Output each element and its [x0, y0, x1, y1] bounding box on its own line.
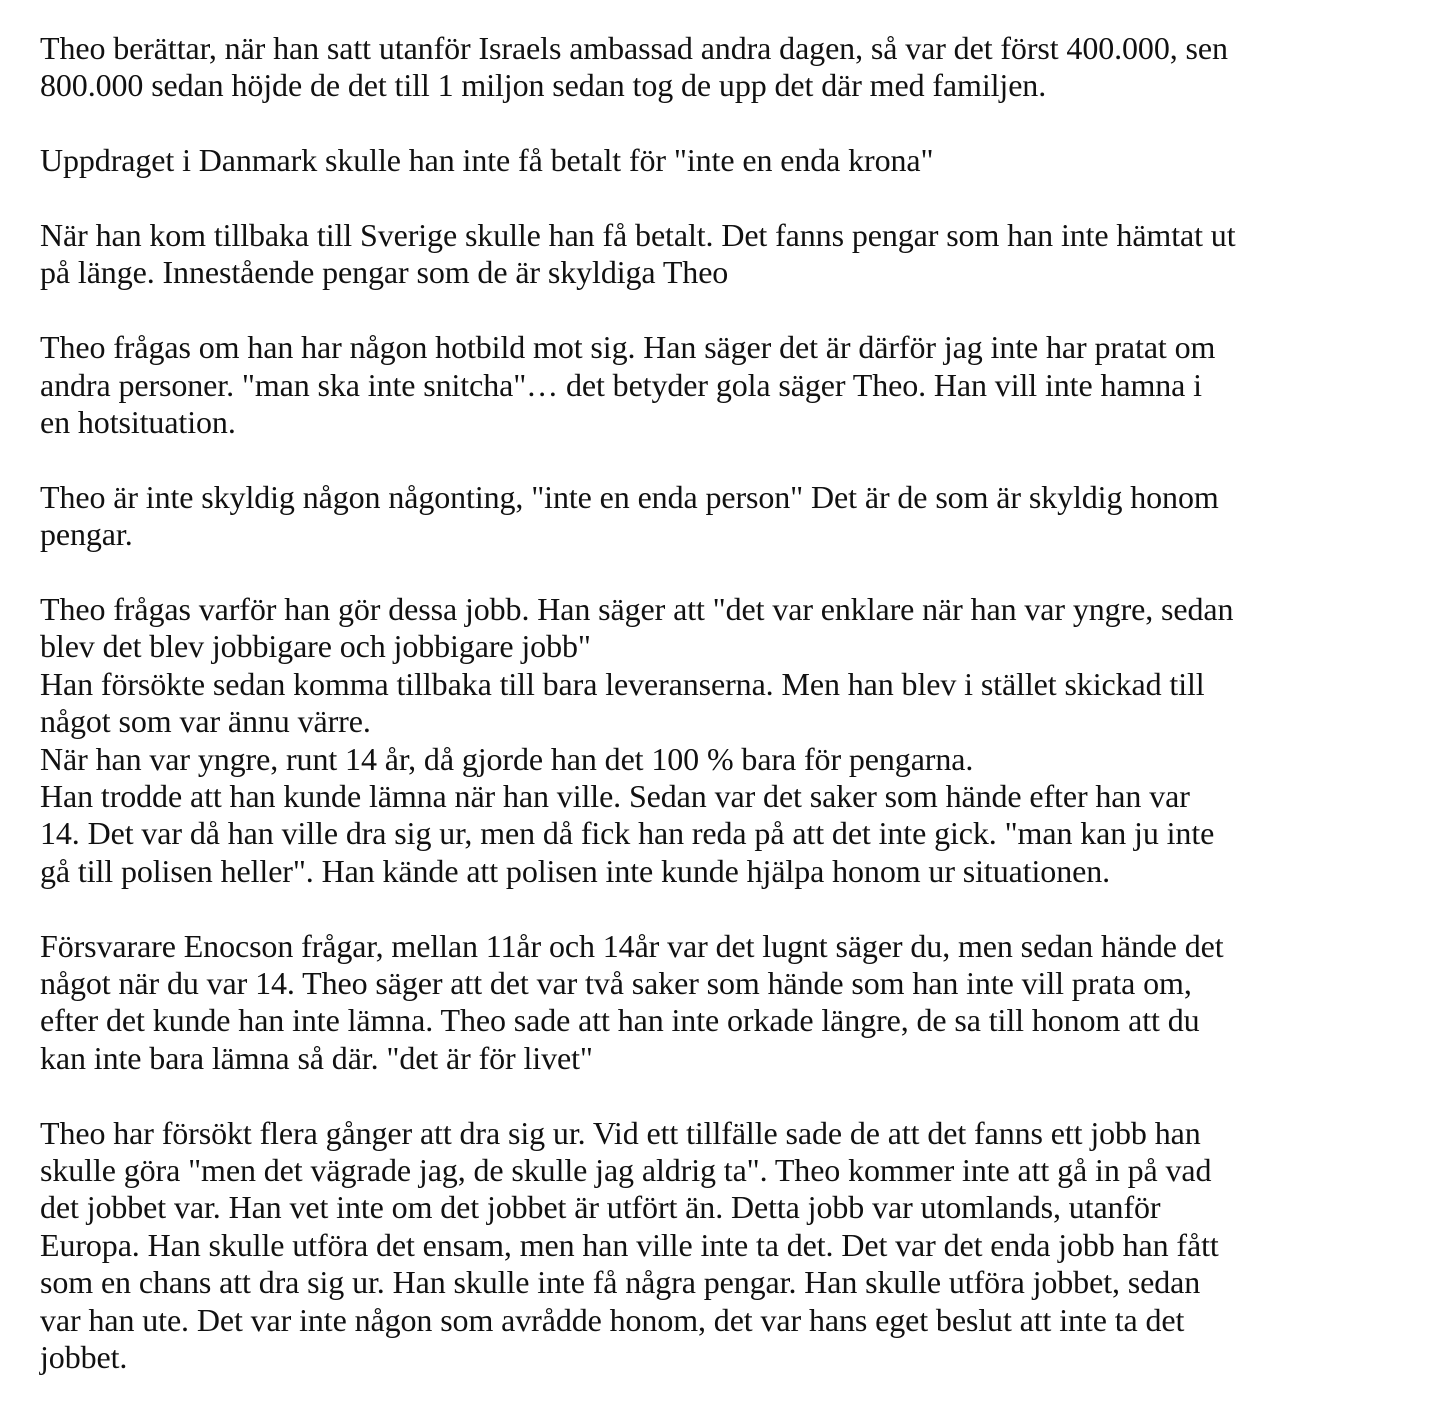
text-line: kan inte bara lämna så där. "det är för livet": [40, 1039, 593, 1076]
text-line: något som var ännu värre.: [40, 703, 371, 740]
text-line: Europa. Han skulle utföra det ensam, men han ville inte ta det. Det var det enda jobb han fått: [40, 1226, 1219, 1263]
text-line: 14. Det var då han ville dra sig ur, men då fick han reda på att det inte gick. "man kan ju inte: [40, 815, 1215, 852]
text-line: blev det blev jobbigare och jobbigare jobb": [40, 628, 591, 665]
text-line: Theo frågas varför han gör dessa jobb. Han säger att "det var enklare när han var yngre, sedan: [40, 591, 1234, 628]
text-line: Uppdraget i Danmark skulle han inte få betalt för "inte en enda krona": [40, 142, 934, 179]
text-line: Theo berättar, när han satt utanför Israels ambassad andra dagen, så var det först 400.000, sen: [40, 30, 1228, 66]
text-line: på länge. Innestående pengar som de är skyldiga Theo: [40, 254, 729, 291]
text-line: något när du var 14. Theo säger att det var två saker som hände som han inte vill prata om,: [40, 965, 1192, 1002]
text-line: Theo är inte skyldig någon någonting, "inte en enda person" Det är de som är skyldig honom: [40, 478, 1219, 515]
paragraph-8: [40, 1115, 1400, 1377]
text-line: en hotsituation.: [40, 404, 236, 441]
text-line: När han kom tillbaka till Sverige skulle han få betalt. Det fanns pengar som han inte hämtat ut: [40, 217, 1236, 253]
paragraph-5: [40, 479, 1400, 554]
text-line: det jobbet var. Han vet inte om det jobbet är utfört än. Detta jobb var utomlands, utanför: [40, 1189, 1161, 1226]
paragraph-3: [40, 217, 1400, 292]
text-line: När han var yngre, runt 14 år, då gjorde han det 100 % bara för pengarna.: [40, 740, 974, 777]
paragraph-2: [40, 142, 1400, 179]
text-line: gå till polisen heller". Han kände att polisen inte kunde hjälpa honom ur situationen.: [40, 852, 1110, 889]
paragraph-1: [40, 30, 1400, 105]
text-line: skulle göra "men det vägrade jag, de skulle jag aldrig ta". Theo kommer inte att gå in på vad: [40, 1152, 1212, 1189]
text-line: Han trodde att han kunde lämna när han ville. Sedan var det saker som hände efter han var: [40, 778, 1190, 815]
text-line: Försvarare Enocson frågar, mellan 11år och 14år var det lugnt säger du, men sedan hände det: [40, 927, 1224, 964]
text-line: som en chans att dra sig ur. Han skulle inte få några pengar. Han skulle utföra jobbet, sedan: [40, 1264, 1201, 1301]
paragraph-7: [40, 928, 1400, 1078]
document-body: [40, 30, 1400, 1377]
paragraph-4: [40, 329, 1400, 441]
text-line: andra personer. "man ska inte snitcha"… det betyder gola säger Theo. Han vill inte hamna i: [40, 366, 1202, 403]
text-line: var han ute. Det var inte någon som avrådde honom, det var hans eget beslut att inte ta det: [40, 1301, 1185, 1338]
text-line: Theo har försökt flera gånger att dra sig ur. Vid ett tillfälle sade de att det fanns ett jobb han: [40, 1114, 1201, 1151]
text-line: efter det kunde han inte lämna. Theo sade att han inte orkade längre, de sa till honom att du: [40, 1002, 1200, 1039]
text-line: Han försökte sedan komma tillbaka till bara leveranserna. Men han blev i stället skickad till: [40, 665, 1205, 702]
text-line: 800.000 sedan höjde de det till 1 miljon sedan tog de upp det där med familjen.: [40, 67, 1047, 104]
paragraph-6: [40, 591, 1400, 890]
text-line: Theo frågas om han har någon hotbild mot sig. Han säger det är därför jag inte har pratat om: [40, 329, 1216, 366]
text-line: pengar.: [40, 516, 133, 553]
text-line: jobbet.: [40, 1339, 128, 1376]
